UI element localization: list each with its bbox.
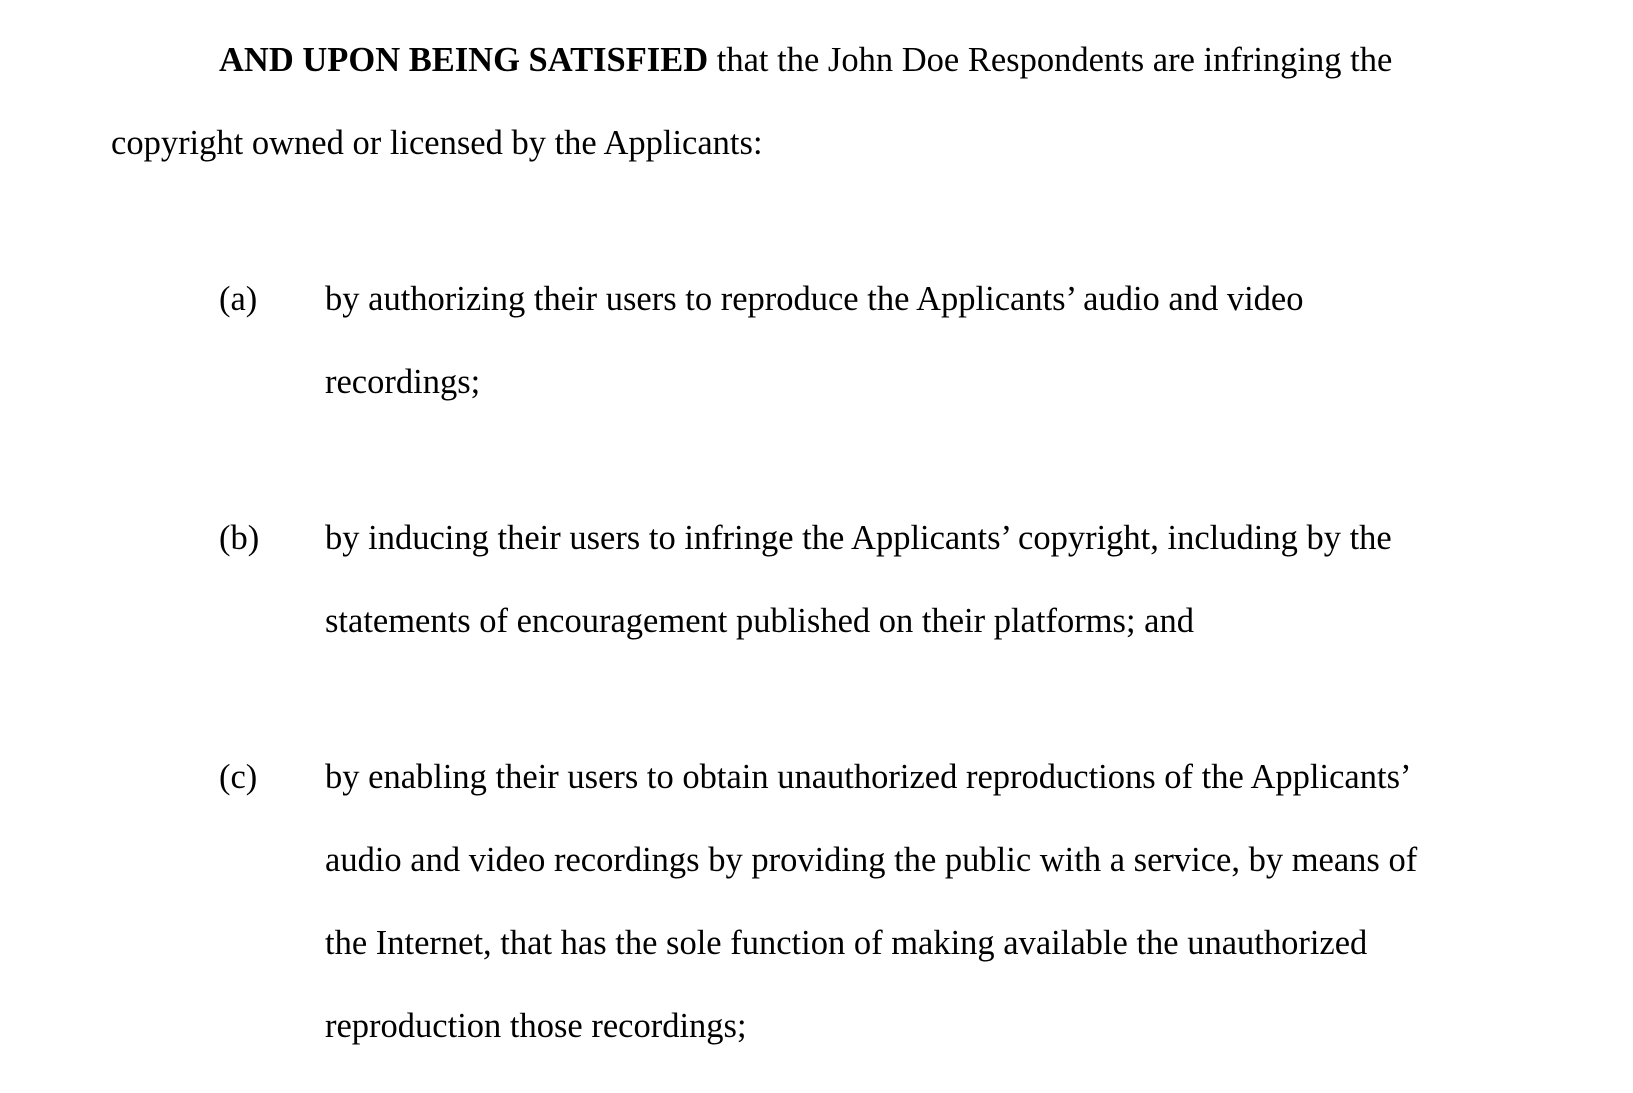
- intro-line-1-rest: that the John Doe Respondents are infringing the: [708, 41, 1393, 79]
- item-b-text: [325, 518, 1515, 684]
- item-c-line-1: by enabling their users to obtain unauthorized reproductions of the Applicants’: [325, 758, 1412, 796]
- item-b-line-1: by inducing their users to infringe the Applicants’ copyright, including by the: [325, 519, 1392, 557]
- intro-line-2: copyright owned or licensed by the Applicants:: [111, 124, 763, 162]
- item-c-line-3: the Internet, that has the sole function of making available the unauthorized: [325, 924, 1368, 962]
- intro-bold-lead: AND UPON BEING SATISFIED: [219, 41, 709, 79]
- item-a-line-2: recordings;: [325, 363, 481, 401]
- item-c-line-2: audio and video recordings by providing the public with a service, by means of: [325, 841, 1418, 879]
- item-b-line-2: statements of encouragement published on their platforms; and: [325, 602, 1194, 640]
- item-c-line-4: reproduction those recordings;: [325, 1007, 747, 1045]
- item-a-label: (a): [219, 280, 258, 318]
- item-c-text: [325, 757, 1515, 1089]
- item-a-line-1: by authorizing their users to reproduce the Applicants’ audio and video: [325, 280, 1304, 318]
- item-c-label: (c): [219, 758, 258, 796]
- item-b-label: (b): [219, 519, 260, 557]
- intro-line-1: [219, 40, 1392, 80]
- item-a-text: [325, 279, 1515, 445]
